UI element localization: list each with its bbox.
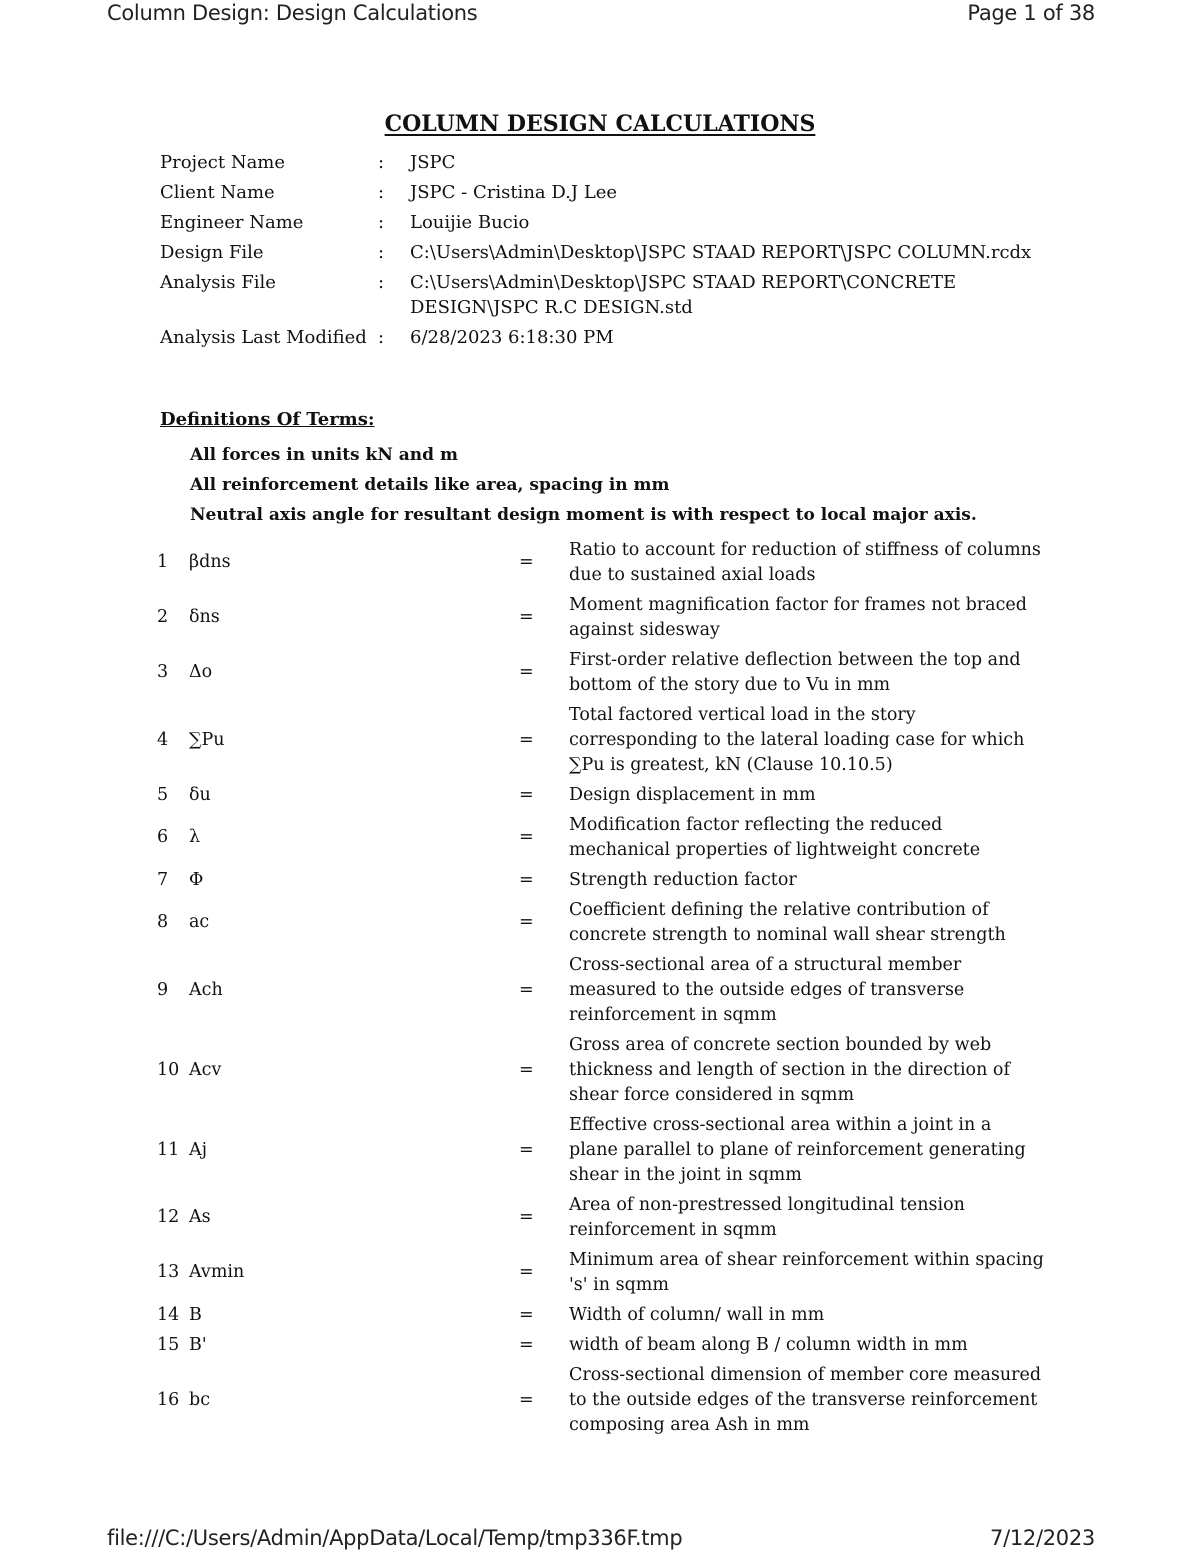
term-description: Coefficient defining the relative contribution of concrete strength to nominal wall shear strength xyxy=(569,899,1006,945)
term-row xyxy=(157,780,1047,810)
term-description: width of beam along B / column width in mm xyxy=(569,1334,968,1355)
info-value: JSPC - Cristina D.J Lee xyxy=(410,182,618,203)
info-label: Analysis Last Modified xyxy=(160,327,367,348)
term-number: 9 xyxy=(157,979,169,1000)
term-number: 5 xyxy=(157,784,169,805)
info-colon: : xyxy=(378,272,385,293)
term-equals: = xyxy=(519,1389,534,1410)
term-description: Cross-sectional area of a structural member measured to the outside edges of transverse reinforcement in sqmm xyxy=(569,954,965,1025)
info-label: Project Name xyxy=(160,152,286,173)
term-symbol: Aj xyxy=(189,1139,208,1160)
term-equals: = xyxy=(519,552,534,572)
term-description: Modification factor reflecting the reduced mechanical properties of lightweight concrete xyxy=(569,814,981,860)
term-equals: = xyxy=(519,827,534,847)
definition-note: All forces in units kN and m xyxy=(190,445,458,465)
term-symbol: B' xyxy=(189,1334,207,1355)
term-number: 4 xyxy=(157,729,169,750)
term-number: 15 xyxy=(157,1334,180,1355)
term-equals: = xyxy=(519,607,534,627)
info-label: Design File xyxy=(160,242,264,263)
info-value: 6/28/2023 6:18:30 PM xyxy=(410,327,614,348)
term-equals: = xyxy=(519,1059,534,1080)
term-equals: = xyxy=(519,784,534,805)
term-description: Strength reduction factor xyxy=(569,869,797,890)
term-number: 10 xyxy=(157,1059,180,1080)
term-description: Effective cross-sectional area within a joint in a plane parallel to plane of reinforcement generating shear in the joint in sqmm xyxy=(569,1114,1026,1185)
term-row xyxy=(157,950,1047,1030)
term-symbol: ac xyxy=(189,912,210,932)
term-symbol: B xyxy=(189,1304,202,1325)
term-number: 7 xyxy=(157,869,169,890)
term-description: Design displacement in mm xyxy=(569,784,816,805)
page-header xyxy=(107,1,1095,25)
term-description: Moment magnification factor for frames not braced against sidesway xyxy=(569,594,1027,640)
info-label: Client Name xyxy=(160,182,275,203)
term-row xyxy=(157,1360,1047,1440)
info-row xyxy=(160,210,1040,235)
term-row xyxy=(157,645,1047,700)
term-description: Minimum area of shear reinforcement within spacing 's' in sqmm xyxy=(569,1249,1044,1295)
term-symbol: Φ xyxy=(189,869,204,890)
info-row xyxy=(160,325,1040,350)
term-equals: = xyxy=(519,662,534,682)
term-row xyxy=(157,895,1047,950)
term-row xyxy=(157,1190,1047,1245)
info-value: Louijie Bucio xyxy=(410,212,530,233)
term-row xyxy=(157,865,1047,895)
document-title: COLUMN DESIGN CALCULATIONS xyxy=(384,111,816,137)
term-symbol: Ach xyxy=(189,979,223,1000)
page-number: Page 1 of 38 xyxy=(967,1,1095,25)
term-number: 2 xyxy=(157,607,169,627)
info-label: Analysis File xyxy=(160,272,276,293)
term-equals: = xyxy=(519,1139,534,1160)
info-colon: : xyxy=(378,152,385,173)
term-description: Gross area of concrete section bounded by web thickness and length of section in the direction of shear force considered in sqmm xyxy=(569,1034,1010,1105)
term-symbol: Avmin xyxy=(189,1262,245,1282)
page-footer xyxy=(107,1526,1095,1550)
terms-table xyxy=(157,535,1047,1440)
info-colon: : xyxy=(378,327,385,348)
term-row xyxy=(157,810,1047,865)
term-row xyxy=(157,1030,1047,1110)
term-number: 8 xyxy=(157,912,169,932)
term-row xyxy=(157,535,1047,590)
footer-file-path: file:///C:/Users/Admin/AppData/Local/Temp/tmp336F.tmp xyxy=(107,1526,683,1550)
footer-date: 7/12/2023 xyxy=(990,1526,1095,1550)
term-row xyxy=(157,1300,1047,1330)
term-equals: = xyxy=(519,1304,534,1325)
info-colon: : xyxy=(378,242,385,263)
term-equals: = xyxy=(519,912,534,932)
definitions-notes xyxy=(190,440,977,530)
term-description: Cross-sectional dimension of member core measured to the outside edges of the transverse reinforcement composing area Ash in mm xyxy=(569,1364,1042,1435)
term-row xyxy=(157,700,1047,780)
term-number: 1 xyxy=(157,552,169,572)
term-equals: = xyxy=(519,729,534,750)
term-row xyxy=(157,590,1047,645)
term-symbol: As xyxy=(189,1207,211,1227)
term-equals: = xyxy=(519,979,534,1000)
term-symbol: ∑Pu xyxy=(189,729,225,750)
term-equals: = xyxy=(519,1207,534,1227)
info-row xyxy=(160,150,1040,175)
term-number: 3 xyxy=(157,662,169,682)
term-number: 14 xyxy=(157,1304,180,1325)
info-row xyxy=(160,270,1040,320)
term-row xyxy=(157,1330,1047,1360)
term-symbol: bc xyxy=(189,1389,211,1410)
term-symbol: βdns xyxy=(189,552,231,572)
term-symbol: δu xyxy=(189,784,211,805)
header-title: Column Design: Design Calculations xyxy=(107,1,478,25)
term-number: 6 xyxy=(157,827,169,847)
term-number: 12 xyxy=(157,1207,180,1227)
term-equals: = xyxy=(519,1262,534,1282)
term-description: Ratio to account for reduction of stiffness of columns due to sustained axial loads xyxy=(569,539,1041,585)
term-row xyxy=(157,1110,1047,1190)
info-row xyxy=(160,240,1040,265)
info-label: Engineer Name xyxy=(160,212,304,233)
term-number: 11 xyxy=(157,1139,180,1160)
info-row xyxy=(160,180,1040,205)
info-value: JSPC xyxy=(410,152,456,173)
definition-note: Neutral axis angle for resultant design moment is with respect to local major axis. xyxy=(190,505,977,525)
term-number: 16 xyxy=(157,1389,180,1410)
term-description: Area of non-prestressed longitudinal tension reinforcement in sqmm xyxy=(569,1194,965,1240)
term-symbol: Acv xyxy=(189,1059,222,1080)
term-number: 13 xyxy=(157,1262,180,1282)
term-equals: = xyxy=(519,1334,534,1355)
info-colon: : xyxy=(378,212,385,233)
term-symbol: Δo xyxy=(189,662,213,682)
term-description: Total factored vertical load in the story corresponding to the lateral loading case for which ∑Pu is greatest, kN (Clause 10.10.5) xyxy=(569,704,1025,775)
definitions-heading: Definitions Of Terms: xyxy=(160,409,375,430)
definition-note: All reinforcement details like area, spacing in mm xyxy=(190,475,670,495)
term-equals: = xyxy=(519,869,534,890)
info-value: C:\Users\Admin\Desktop\JSPC STAAD REPORT\JSPC COLUMN.rcdx xyxy=(410,242,1032,263)
term-symbol: λ xyxy=(189,827,201,847)
term-description: Width of column/ wall in mm xyxy=(569,1304,825,1325)
term-symbol: δns xyxy=(189,607,220,627)
info-colon: : xyxy=(378,182,385,203)
info-value: C:\Users\Admin\Desktop\JSPC STAAD REPORT\CONCRETE DESIGN\JSPC R.C DESIGN.std xyxy=(410,272,957,318)
term-row xyxy=(157,1245,1047,1300)
term-description: First-order relative deflection between the top and bottom of the story due to Vu in mm xyxy=(569,649,1021,695)
project-info-table xyxy=(160,150,1040,355)
